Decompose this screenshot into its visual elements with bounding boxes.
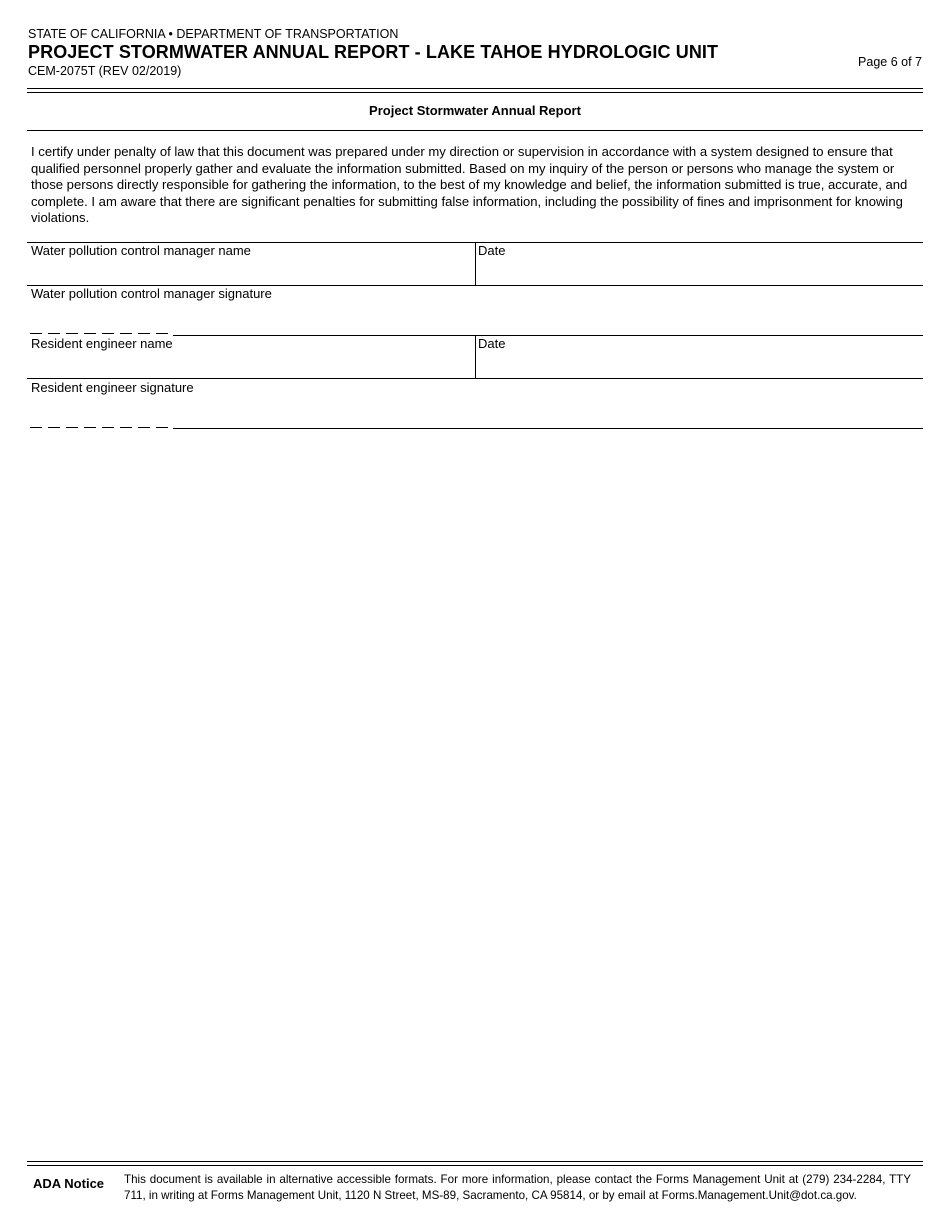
row-divider xyxy=(173,335,923,336)
wpcm-signature-field[interactable] xyxy=(28,302,922,334)
certification-statement: I certify under penalty of law that this document was prepared under my direction or supervision in accordance with a system designed to ensure that qualified personnel properly gather and evaluate the information submitted. Based on my inquiry of the person or persons who manage the system or those persons directly responsible for gathering the information, to the best of my knowledge and belief, the information submitted is true, accurate, and complete. I am aware that there are significant penalties for submitting false information, including the possibility of fines and imprisonment for knowing violations. xyxy=(31,144,908,226)
signature-line-marker xyxy=(30,427,172,428)
ada-notice-text: This document is available in alternative accessible formats. For more information, please contact the Forms Management Unit at (279) 234-2284, TTY 711, in writing at Forms Management Unit, 1120 N Street, MS-89, Sacramento, CA 95814, or by email at Forms.Management.Unit@dot.ca.gov. xyxy=(124,1173,911,1202)
wpcm-date-field[interactable] xyxy=(477,258,922,284)
row-divider xyxy=(173,428,923,429)
form-number: CEM-2075T (REV 02/2019) xyxy=(28,64,182,78)
section-title: Project Stormwater Annual Report xyxy=(369,103,581,118)
re-name-label: Resident engineer name xyxy=(31,336,173,351)
footer-divider xyxy=(27,1165,923,1166)
wpcm-name-field[interactable] xyxy=(28,258,473,284)
re-date-label: Date xyxy=(478,336,506,351)
footer-divider xyxy=(27,1161,923,1162)
column-divider xyxy=(475,242,476,285)
agency-name: STATE OF CALIFORNIA • DEPARTMENT OF TRANSPORTATION xyxy=(28,27,399,41)
wpcm-signature-label: Water pollution control manager signature xyxy=(31,286,272,301)
re-signature-label: Resident engineer signature xyxy=(31,380,194,395)
row-divider xyxy=(27,378,923,379)
wpcm-name-label: Water pollution control manager name xyxy=(31,243,251,258)
re-name-field[interactable] xyxy=(28,351,473,377)
form-title: PROJECT STORMWATER ANNUAL REPORT - LAKE TAHOE HYDROLOGIC UNIT xyxy=(28,42,719,62)
re-signature-field[interactable] xyxy=(28,396,922,427)
column-divider xyxy=(475,335,476,378)
signature-line-marker xyxy=(30,333,172,334)
re-date-field[interactable] xyxy=(477,351,922,377)
ada-notice-label: ADA Notice xyxy=(33,1176,105,1191)
header-divider xyxy=(27,92,923,93)
header-divider xyxy=(27,88,923,89)
page-number: Page 6 of 7 xyxy=(858,55,922,69)
section-divider xyxy=(27,130,923,131)
wpcm-date-label: Date xyxy=(478,243,506,258)
